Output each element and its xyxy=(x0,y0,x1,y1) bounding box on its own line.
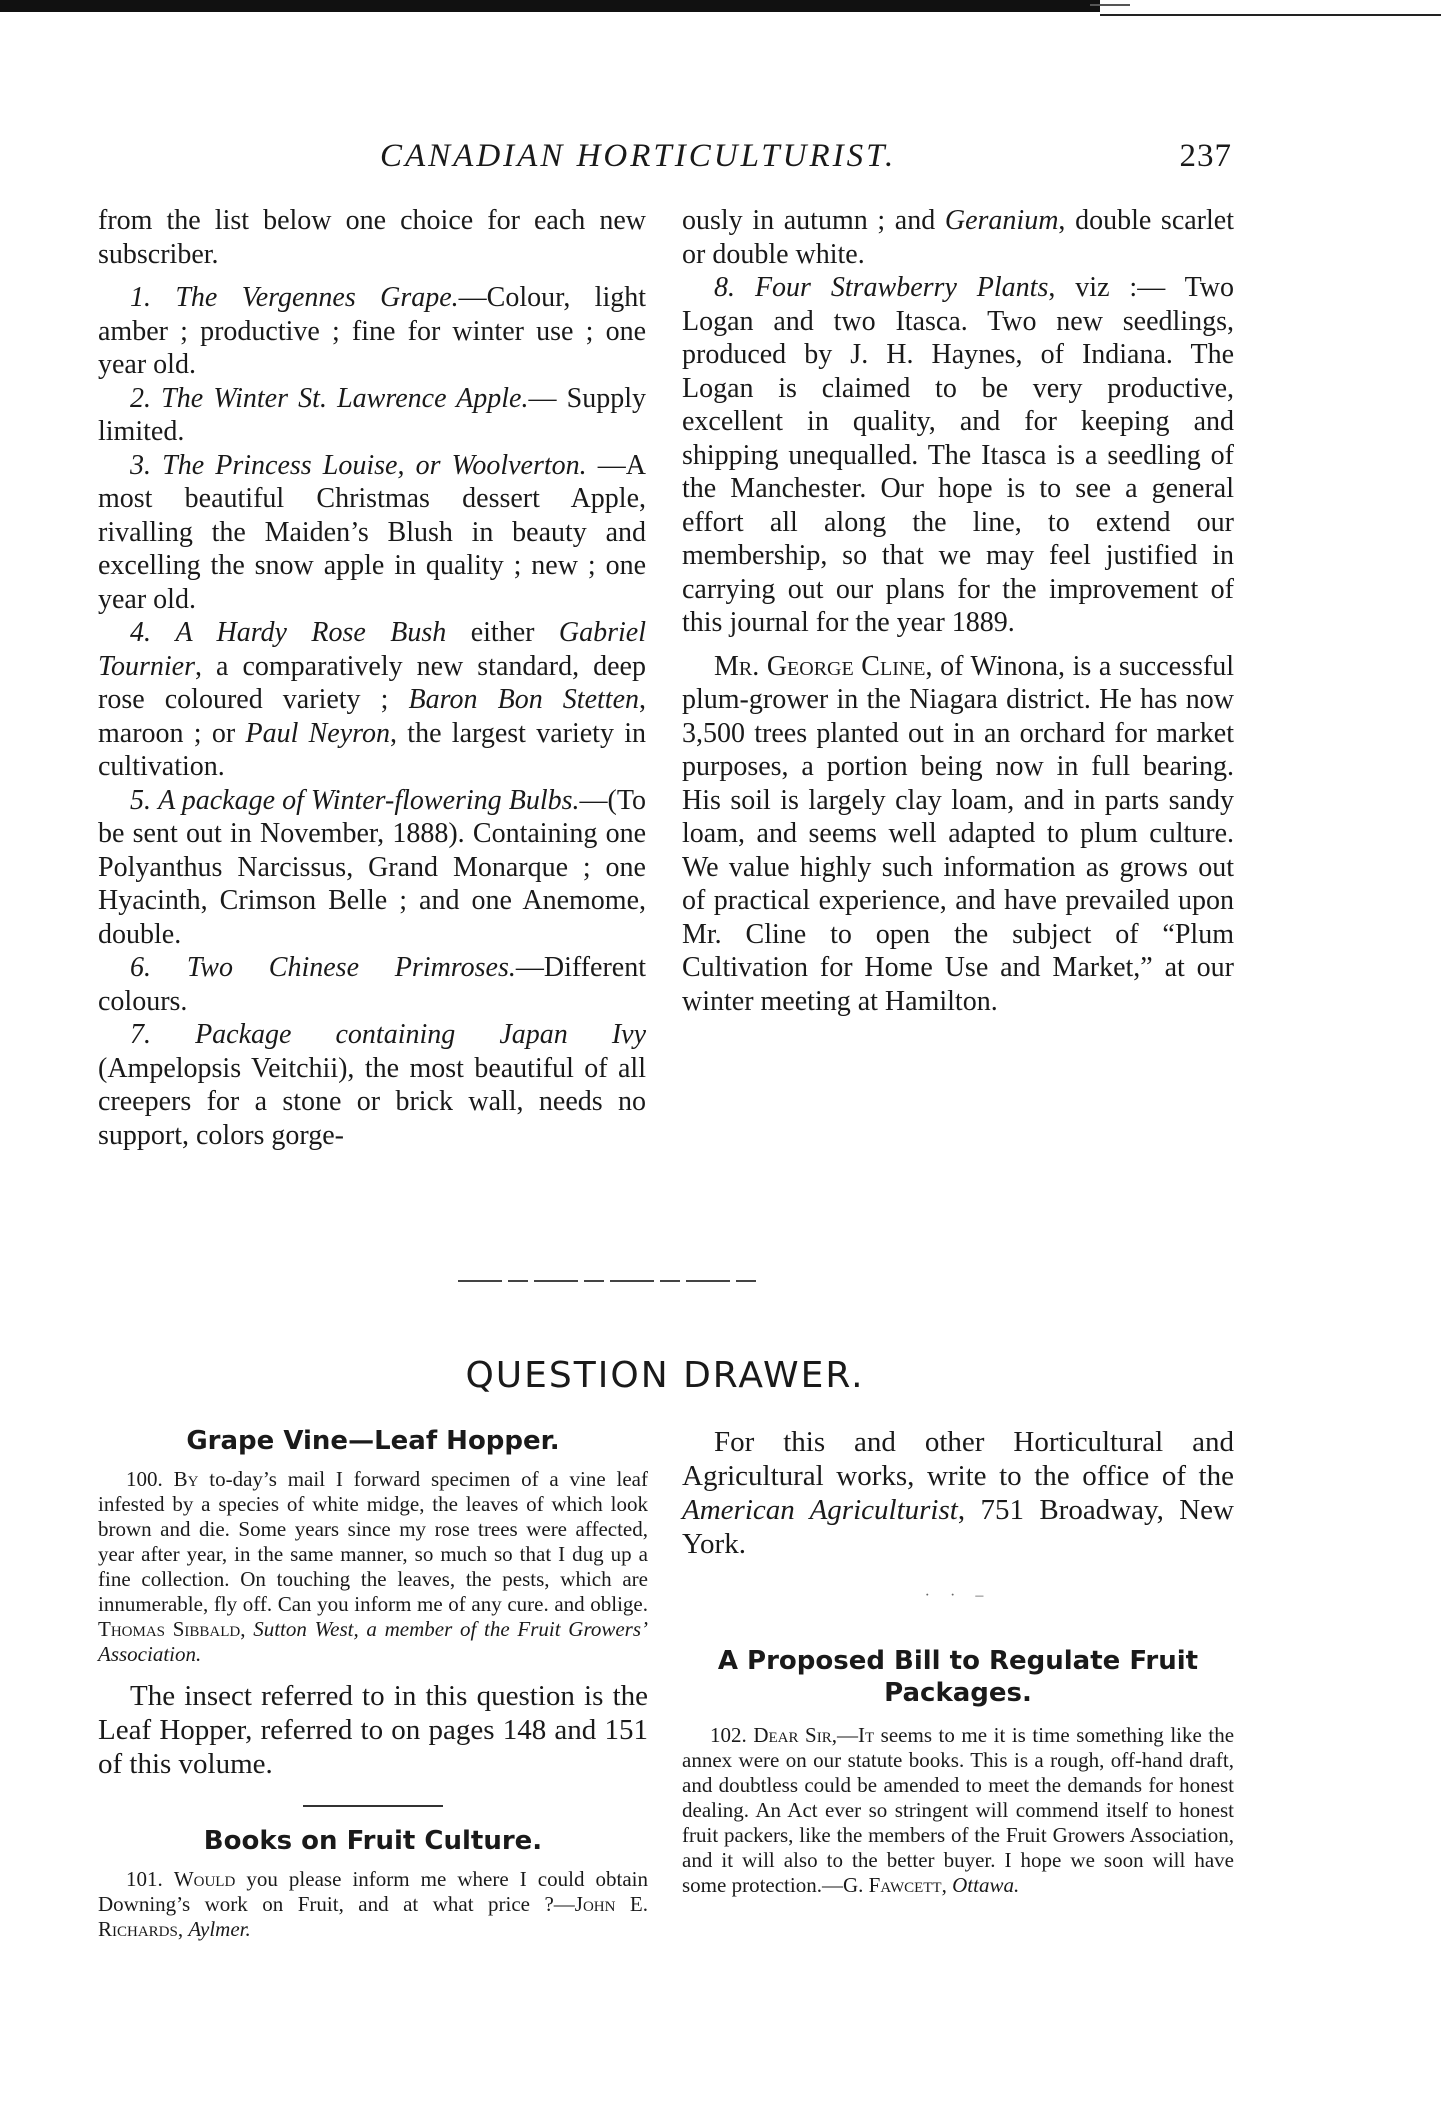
intro-text: from the list below one choice for each new subscriber. xyxy=(98,205,646,270)
signer-place: Aylmer. xyxy=(188,1917,251,1941)
top-left-column xyxy=(98,204,646,1152)
item-text: , maroon ; or xyxy=(98,684,646,749)
question-102-heading: A Proposed Bill to Regulate Fruit Packages. xyxy=(717,1646,1199,1708)
plant-name: Geranium xyxy=(944,205,1059,236)
item-text: —Different colours. xyxy=(98,952,646,1017)
small-divider: · · – xyxy=(924,1587,992,1604)
item-title: A Hardy Rose Bush xyxy=(175,617,447,648)
section-divider xyxy=(458,1280,758,1282)
item-7-continuation xyxy=(682,204,1234,271)
item-title: The Vergennes Grape. xyxy=(175,282,459,313)
signer-name: Thomas Sibbald, xyxy=(98,1617,246,1641)
lead-word: By xyxy=(173,1467,199,1491)
question-101-heading: Books on Fruit Culture. xyxy=(203,1826,543,1856)
question-body: seems to me it is time something like the annex were on our statute books. This is a rough, off-hand draft, and doubtless could be amended to meet the demands for honest dealing. An Act ever so stringent will commend itself to honest fruit packers, like the members of the Fruit Growers Association, and it will also to the better buyer. I hope we soon will have some protection.— xyxy=(682,1723,1235,1897)
running-title: CANADIAN HORTICULTURIST. xyxy=(380,138,897,174)
item-text: , a comparatively new standard, deep rose coloured variety ; xyxy=(98,650,646,715)
premium-item-8 xyxy=(682,271,1234,640)
question-drawer-left-column xyxy=(98,1425,648,1942)
question-101-text xyxy=(98,1867,648,1942)
question-body: to-day’s mail I forward specimen of a vine leaf infested by a species of white midge, the leaves of which look brown and die. Some years since my rose trees were affected, year after year, in the same manner, so much so that I dug up a fine collection. On touching the leaves, the pests, which are innumerable, fly off. Can you inform me of any cure. and oblige. xyxy=(98,1467,648,1616)
paragraph-text: , of Winona, is a successful plum-grower in the Niagara district. He has now 3,500 trees planted out in an orchard for market purposes, a portion being now in full bearing. His soil is largely clay loam, and in parts sandy loam, and seems well adapted to plum culture. We value highly such information as grows out of practical experience, and have prevailed upon Mr. Cline to open the subject of “Plum Cultivation for Home Use and Market,” at our winter meeting at Hamilton. xyxy=(682,650,1234,1017)
top-right-column xyxy=(682,204,1234,1018)
item-text: either xyxy=(446,617,559,648)
premium-item-5 xyxy=(98,784,646,952)
question-number: 100. xyxy=(126,1467,163,1491)
person-name: Mr. George Cline xyxy=(714,650,926,682)
variety-name: Gabriel Tournier xyxy=(98,617,646,682)
item-title: The Winter St. Lawrence Apple. xyxy=(161,382,529,414)
variety-name: Paul Neyron xyxy=(245,717,391,749)
premium-item-1 xyxy=(98,281,646,382)
item-number: 6. xyxy=(130,952,151,983)
item-number: 5. xyxy=(130,784,151,816)
item-title: The Princess Louise, or Woolverton. xyxy=(162,449,587,481)
top-border-line xyxy=(1100,14,1441,16)
signer-name: G. Fawcett, xyxy=(842,1873,947,1897)
item-text: , the largest variety in cultivation. xyxy=(98,717,646,782)
question-100-text xyxy=(98,1467,648,1667)
running-header xyxy=(380,138,1280,178)
premium-item-6 xyxy=(98,951,646,1018)
answer-text: , 751 Broadway, New York. xyxy=(682,1494,1235,1560)
question-100-heading: Grape Vine—Leaf Hopper. xyxy=(186,1426,560,1456)
premium-item-2 xyxy=(98,382,646,449)
question-number: 102. xyxy=(710,1723,747,1747)
question-102-text xyxy=(682,1723,1234,1898)
short-rule xyxy=(303,1805,443,1807)
item-text: —A most beautiful Christmas dessert Apple, rivalling the Maiden’s Blush in beauty and excelling the snow apple in quality ; new ; one year old. xyxy=(98,449,646,615)
item-text: — Supply limited. xyxy=(98,382,647,447)
item-text: , viz :— Two Logan and two Itasca. Two new seedlings, produced by J. H. Haynes, of Indiana. The Logan is claimed to be very productive, excellent in quality, and for keeping and shipping unequalled. The Itasca is a seedling of the Manchester. Our hope is to see a general effort all along the line, to extend our membership, so that we may feel justified in carrying out our plans for the improvement of this journal for the year 1889. xyxy=(682,272,1234,638)
premium-item-7 xyxy=(98,1018,646,1152)
page-number: 237 xyxy=(1179,138,1232,174)
item-text: —(To be sent out in November, 1888). Containing one Polyanthus Narcissus, Grand Monarque ; one Hyacinth, Crimson Belle ; and one Anemome, double. xyxy=(98,784,646,950)
item-number: 8. xyxy=(714,272,735,303)
item-title: Two Chinese Primroses. xyxy=(186,952,516,983)
top-border-bar xyxy=(0,0,1100,12)
signer-place: Sutton West, a member of the Fruit Growers’ Association. xyxy=(98,1617,649,1666)
top-border-tail xyxy=(1090,4,1130,6)
continuation-text: , double scarlet or double white. xyxy=(682,205,1234,270)
premium-item-3 xyxy=(98,449,646,617)
lead-word: Dear Sir,—It xyxy=(753,1723,875,1747)
signer-place: Ottawa. xyxy=(952,1873,1020,1897)
question-101-answer xyxy=(682,1425,1234,1561)
cline-paragraph xyxy=(682,650,1234,1019)
item-title: A package of Winter-flowering Bulbs. xyxy=(158,784,580,816)
signer-name: John E. Richards, xyxy=(98,1892,648,1941)
item-text: —Colour, light amber ; productive ; fine for winter use ; one year old. xyxy=(98,282,647,380)
premium-item-4 xyxy=(98,616,646,784)
question-drawer-title: QUESTION DRAWER. xyxy=(465,1355,865,1396)
item-number: 2. xyxy=(130,382,151,414)
item-number: 7. xyxy=(130,1019,151,1050)
question-number: 101. xyxy=(126,1867,163,1891)
answer-text: For this and other Horticultural and Agricultural works, write to the office of the xyxy=(682,1426,1234,1492)
item-number: 4. xyxy=(130,617,151,648)
item-number: 1. xyxy=(130,282,151,313)
variety-name: Baron Bon Stetten xyxy=(408,684,639,715)
item-title: Four Strawberry Plants xyxy=(754,272,1049,303)
question-100-answer: The insect referred to in this question is the Leaf Hopper, referred to on pages 148 and 151 of this volume. xyxy=(98,1680,648,1780)
item-text: (Ampelopsis Veitchii), the most beautiful of all creepers for a stone or brick wall, needs no support, colors gorge- xyxy=(98,1052,646,1151)
item-title: Package containing Japan Ivy xyxy=(195,1019,646,1050)
publication-name: American Agriculturist xyxy=(682,1494,958,1526)
question-body: you please inform me where I could obtain Downing’s work on Fruit, and at what price ?— xyxy=(98,1867,649,1916)
continuation-text: ously in autumn ; and xyxy=(682,205,945,236)
lead-word: Would xyxy=(173,1867,236,1891)
question-drawer-right-column xyxy=(682,1425,1234,1898)
item-number: 3. xyxy=(130,449,151,481)
